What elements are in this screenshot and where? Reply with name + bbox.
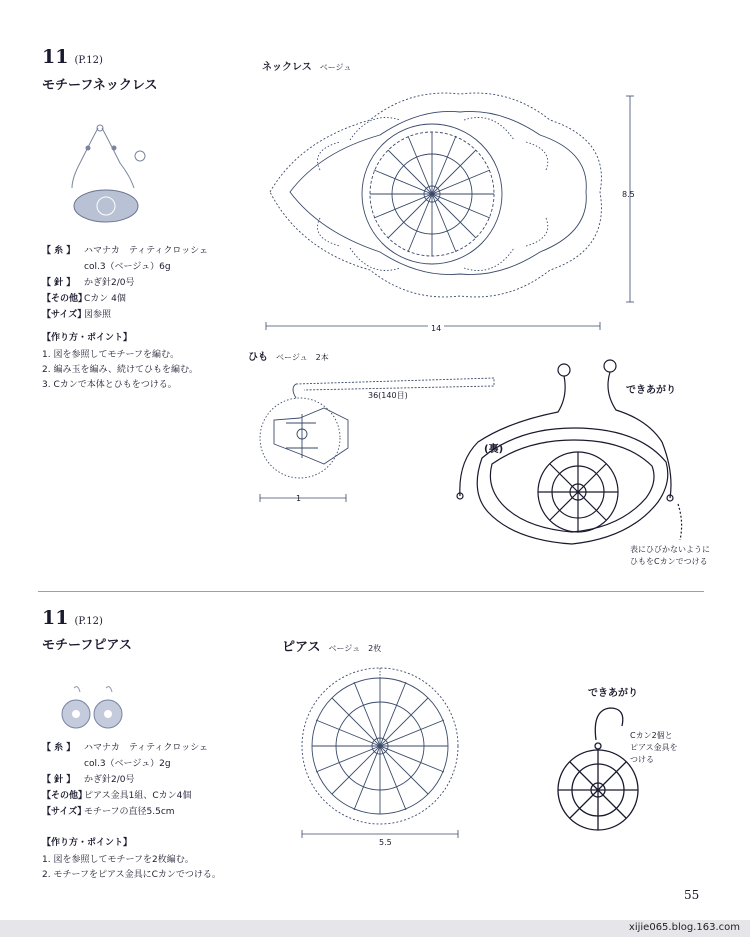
necklace-size-value: 図参照 [84,310,112,320]
earrings-other-value: ピアス金具1組、Cカン4個 [84,791,192,801]
earrings-step: 2. モチーフをピアス金具にCカンでつける。 [42,870,221,880]
earrings-size-value: モチーフの直径5.5cm [84,807,175,817]
necklace-diagram-color: ベージュ [319,63,352,72]
earrings-yarn-value: ハマナカ ティティクロッシェ [84,743,209,753]
earrings-hook-key: 【 針 】 [42,775,76,785]
necklace-steps-heading: 【作り方・ポイント】 [42,333,133,343]
necklace-yarn-detail: col.3（ベージュ）6g [84,262,171,272]
necklace-size-key: 【サイズ】 [42,310,87,320]
necklace-motif-chart [260,80,640,330]
necklace-number: 11 [42,46,69,68]
page-number: 55 [684,888,700,902]
earring-note-line: つける [630,755,654,764]
back-label: (裏) [484,444,504,455]
cord-label [248,348,329,363]
necklace-other-value: Cカン 4個 [84,294,126,304]
earrings-other-key: 【その他】 [42,791,88,801]
necklace-diagram-title: ネックレス [262,62,312,73]
earrings-diagram-label [282,636,381,655]
earrings-number: 11 [42,607,69,629]
necklace-finished-label: できあがり [626,385,676,396]
necklace-step: 2. 編み玉を編み、続けてひもを編む。 [42,365,198,375]
necklace-diagram-label [262,58,351,73]
necklace-height-dim: 8.5 [622,190,635,199]
earrings-diagram-title: ピアス [282,640,321,655]
cord-length: 36(140目) [368,391,408,400]
necklace-title: モチーフネックレス [42,78,158,93]
necklace-hook-value: かぎ針2/0号 [84,278,135,288]
section-divider [38,591,704,592]
earrings-diagram-color: ベージュ 2枚 [328,644,382,653]
earrings-photo [54,684,134,740]
watermark: xijie065.blog.163.com [628,922,740,933]
earrings-materials [42,740,262,820]
finish-note-line: 表にひびかないように [630,545,710,554]
cord-title: ひも [248,352,268,363]
necklace-steps [42,331,242,393]
necklace-step: 1. 図を参照してモチーフを編む。 [42,350,179,360]
finish-note-line: ひもをCカンでつける [630,557,708,566]
necklace-width-dim: 14 [428,324,444,333]
necklace-other-key: 【その他】 [42,294,88,304]
earrings-yarn-detail: col.3（ベージュ）2g [84,759,171,769]
necklace-heading [42,46,103,68]
earring-note-line: ピアス金具を [630,743,678,752]
necklace-yarn-value: ハマナカ ティティクロッシェ [84,246,209,256]
earrings-page-ref: (P.12) [74,616,103,627]
earring-motif-chart [292,664,472,844]
earrings-heading [42,607,103,629]
necklace-materials [42,243,242,323]
cord-dim: 1 [296,494,302,503]
cord-color: ベージュ 2本 [276,353,329,362]
earrings-title: モチーフピアス [42,638,132,653]
necklace-photo [58,118,158,228]
earrings-size-key: 【サイズ】 [42,807,87,817]
finish-note [630,544,710,568]
earring-note-line: Cカン2個と [630,731,673,740]
earring-diameter-dim: 5.5 [376,838,395,847]
necklace-yarn-key: 【 糸 】 [42,246,76,256]
earrings-steps [42,836,262,883]
earrings-hook-value: かぎ針2/0号 [84,775,135,785]
earrings-steps-heading: 【作り方・ポイント】 [42,838,133,848]
finished-earring-illustration [552,700,652,840]
earrings-finished-label: できあがり [588,688,638,699]
earrings-yarn-key: 【 糸 】 [42,743,76,753]
necklace-page-ref: (P.12) [74,55,103,66]
earrings-step: 1. 図を参照してモチーフを2枚編む。 [42,855,194,865]
necklace-hook-key: 【 針 】 [42,278,76,288]
earring-note [630,730,678,766]
necklace-step: 3. Cカンで本体とひもをつける。 [42,380,177,390]
